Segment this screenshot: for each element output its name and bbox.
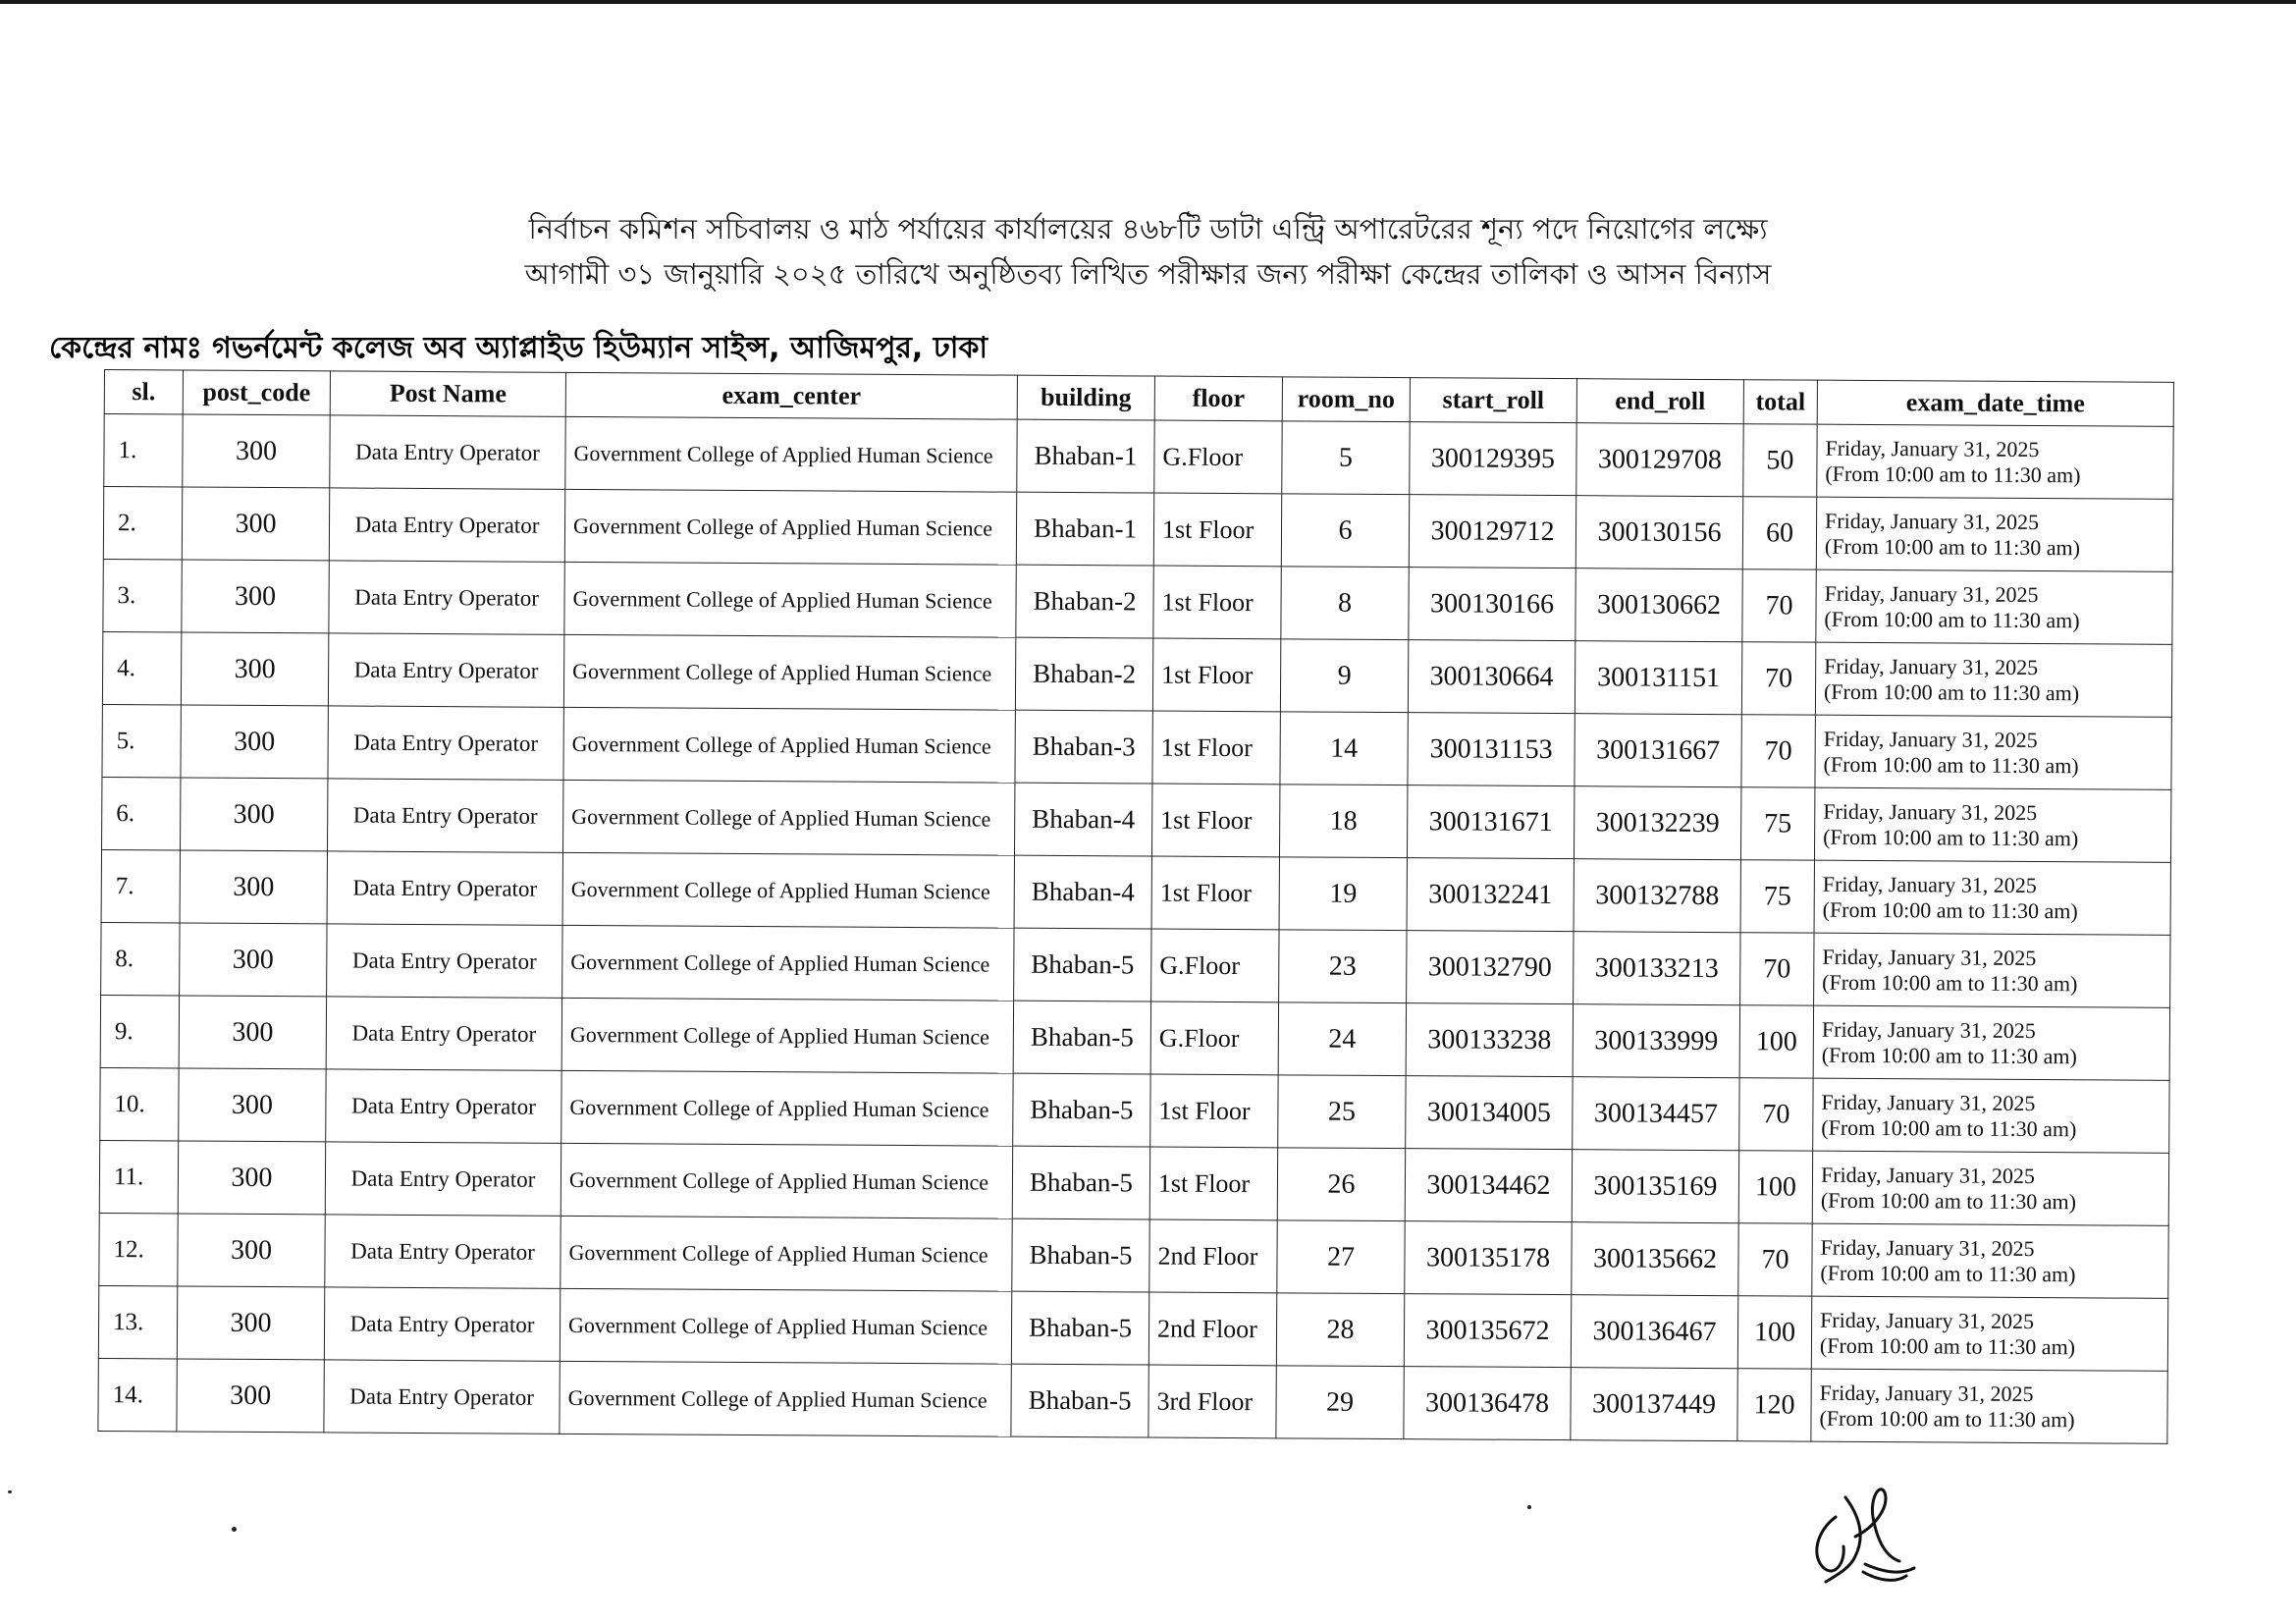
exam-date: Friday, January 31, 2025 bbox=[1821, 1089, 2036, 1115]
cell-building: Bhaban-5 bbox=[1011, 1364, 1148, 1437]
cell-post-code: 300 bbox=[181, 705, 328, 779]
scan-speck bbox=[232, 1527, 237, 1532]
table-row bbox=[98, 1285, 2167, 1371]
cell-floor: 1st Floor bbox=[1152, 711, 1280, 785]
cell-total: 100 bbox=[1738, 1151, 1812, 1223]
table-row bbox=[102, 777, 2171, 862]
cell-end-roll: 300133213 bbox=[1574, 932, 1740, 1005]
cell-room-no: 19 bbox=[1279, 857, 1407, 931]
cell-start-roll: 300136478 bbox=[1404, 1367, 1571, 1440]
table-row bbox=[98, 1358, 2167, 1443]
cell-room-no: 5 bbox=[1282, 421, 1410, 495]
column-header-post-name: Post Name bbox=[330, 371, 565, 416]
cell-room-no: 18 bbox=[1279, 785, 1407, 858]
cell-building: Bhaban-5 bbox=[1014, 928, 1151, 1001]
cell-exam-center: Government College of Applied Human Science bbox=[560, 1361, 1011, 1436]
cell-exam-date-time bbox=[1815, 715, 2171, 789]
table-row bbox=[104, 414, 2173, 500]
cell-total: 50 bbox=[1743, 424, 1817, 497]
cell-exam-date-time bbox=[1814, 860, 2170, 935]
cell-sl: 3. bbox=[103, 559, 182, 631]
table-row bbox=[102, 631, 2171, 717]
exam-time: (From 10:00 am to 11:30 am) bbox=[1824, 533, 2081, 560]
cell-post-name: Data Entry Operator bbox=[328, 633, 563, 707]
exam-date: Friday, January 31, 2025 bbox=[1819, 1380, 2034, 1406]
table-row bbox=[103, 559, 2172, 644]
cell-exam-date-time bbox=[1815, 642, 2171, 717]
cell-post-code: 300 bbox=[179, 1068, 326, 1142]
cell-total: 70 bbox=[1741, 642, 1815, 715]
cell-end-roll: 300135169 bbox=[1572, 1150, 1738, 1223]
cell-floor: 1st Floor bbox=[1151, 784, 1279, 857]
cell-sl: 6. bbox=[102, 777, 181, 849]
cell-building: Bhaban-1 bbox=[1016, 492, 1153, 566]
exam-date: Friday, January 31, 2025 bbox=[1821, 1016, 2036, 1043]
cell-end-roll: 300135662 bbox=[1572, 1222, 1738, 1296]
cell-floor: 1st Floor bbox=[1150, 1074, 1278, 1148]
exam-date: Friday, January 31, 2025 bbox=[1825, 435, 2040, 461]
cell-post-code: 300 bbox=[181, 778, 328, 851]
exam-time: (From 10:00 am to 11:30 am) bbox=[1822, 969, 2078, 996]
table-row bbox=[103, 487, 2172, 572]
cell-floor: 1st Floor bbox=[1151, 856, 1279, 930]
cell-post-name: Data Entry Operator bbox=[327, 924, 562, 998]
table-row bbox=[99, 1213, 2168, 1298]
exam-date: Friday, January 31, 2025 bbox=[1820, 1234, 2035, 1261]
cell-room-no: 28 bbox=[1276, 1293, 1404, 1367]
cell-start-roll: 300134005 bbox=[1406, 1076, 1573, 1150]
cell-exam-center: Government College of Applied Human Science bbox=[564, 489, 1016, 565]
cell-post-code: 300 bbox=[178, 1141, 325, 1215]
cell-building: Bhaban-5 bbox=[1013, 1001, 1150, 1074]
cell-total: 60 bbox=[1742, 497, 1816, 569]
cell-building: Bhaban-5 bbox=[1013, 1073, 1150, 1147]
cell-sl: 13. bbox=[98, 1285, 177, 1358]
cell-room-no: 8 bbox=[1281, 567, 1409, 640]
cell-post-code: 300 bbox=[180, 923, 327, 997]
cell-floor: G.Floor bbox=[1150, 1001, 1278, 1075]
cell-floor: 2nd Floor bbox=[1149, 1219, 1277, 1293]
cell-post-name: Data Entry Operator bbox=[329, 488, 564, 562]
cell-post-name: Data Entry Operator bbox=[324, 1287, 560, 1361]
cell-floor: 1st Floor bbox=[1152, 638, 1280, 712]
document-header bbox=[0, 206, 2296, 297]
cell-start-roll: 300130664 bbox=[1408, 640, 1575, 714]
cell-end-roll: 300134457 bbox=[1573, 1077, 1739, 1151]
column-header-sl: sl. bbox=[104, 370, 183, 414]
cell-end-roll: 300131667 bbox=[1575, 714, 1741, 787]
table-row bbox=[99, 1140, 2168, 1225]
cell-exam-date-time bbox=[1814, 787, 2170, 862]
column-header-room-no: room_no bbox=[1282, 377, 1410, 422]
cell-floor: G.Floor bbox=[1151, 929, 1279, 1002]
cell-exam-date-time bbox=[1811, 1296, 2167, 1371]
table-row bbox=[100, 995, 2169, 1080]
cell-start-roll: 300135672 bbox=[1404, 1294, 1571, 1368]
cell-building: Bhaban-5 bbox=[1012, 1218, 1149, 1292]
cell-start-roll: 300132241 bbox=[1407, 858, 1574, 932]
cell-floor: 1st Floor bbox=[1153, 566, 1281, 639]
exam-date: Friday, January 31, 2025 bbox=[1822, 944, 2037, 970]
exam-date: Friday, January 31, 2025 bbox=[1823, 726, 2038, 752]
cell-total: 70 bbox=[1742, 569, 1816, 642]
cell-building: Bhaban-4 bbox=[1014, 783, 1151, 856]
scan-speck bbox=[8, 1490, 12, 1493]
cell-exam-date-time bbox=[1811, 1369, 2167, 1443]
cell-exam-center: Government College of Applied Human Science bbox=[561, 1143, 1012, 1218]
cell-room-no: 14 bbox=[1280, 712, 1408, 785]
column-header-end-roll: end_roll bbox=[1576, 379, 1743, 424]
exam-time: (From 10:00 am to 11:30 am) bbox=[1823, 751, 2079, 778]
column-header-start-roll: start_roll bbox=[1410, 378, 1576, 423]
cell-post-name: Data Entry Operator bbox=[329, 561, 564, 634]
cell-sl: 2. bbox=[103, 487, 182, 560]
cell-total: 70 bbox=[1741, 715, 1815, 787]
exam-date: Friday, January 31, 2025 bbox=[1820, 1307, 2035, 1333]
cell-start-roll: 300130166 bbox=[1409, 568, 1575, 641]
seat-plan-table bbox=[97, 369, 2174, 1444]
cell-exam-center: Government College of Applied Human Science bbox=[563, 707, 1015, 783]
cell-total: 100 bbox=[1739, 1005, 1813, 1078]
cell-exam-center: Government College of Applied Human Science bbox=[561, 998, 1013, 1073]
cell-exam-date-time bbox=[1816, 569, 2172, 644]
cell-start-roll: 300129712 bbox=[1409, 495, 1575, 568]
cell-floor: 3rd Floor bbox=[1148, 1365, 1276, 1438]
cell-total: 100 bbox=[1737, 1296, 1811, 1369]
cell-exam-date-time bbox=[1812, 1223, 2168, 1298]
exam-time: (From 10:00 am to 11:30 am) bbox=[1819, 1405, 2075, 1432]
cell-room-no: 6 bbox=[1281, 494, 1409, 568]
cell-post-name: Data Entry Operator bbox=[328, 706, 563, 780]
exam-time: (From 10:00 am to 11:30 am) bbox=[1820, 1260, 2076, 1286]
exam-time: (From 10:00 am to 11:30 am) bbox=[1824, 606, 2080, 632]
cell-building: Bhaban-2 bbox=[1015, 637, 1152, 711]
cell-start-roll: 300134462 bbox=[1405, 1149, 1572, 1222]
cell-end-roll: 300130662 bbox=[1575, 568, 1742, 642]
cell-room-no: 24 bbox=[1278, 1002, 1406, 1076]
cell-start-roll: 300132790 bbox=[1407, 931, 1574, 1004]
cell-building: Bhaban-2 bbox=[1016, 565, 1153, 638]
cell-total: 70 bbox=[1738, 1223, 1812, 1296]
cell-building: Bhaban-4 bbox=[1014, 855, 1151, 929]
cell-exam-center: Government College of Applied Human Science bbox=[565, 416, 1017, 492]
cell-post-code: 300 bbox=[180, 850, 327, 924]
cell-sl: 8. bbox=[101, 922, 180, 995]
exam-time: (From 10:00 am to 11:30 am) bbox=[1821, 1042, 2077, 1068]
cell-room-no: 26 bbox=[1277, 1148, 1405, 1221]
exam-center-name: কেন্দ্রের নামঃ গভর্নমেন্ট কলেজ অব অ্যাপ্লাইড হিউম্যান সাইন্স, আজিমপুর, ঢাকা bbox=[49, 331, 988, 365]
cell-exam-center: Government College of Applied Human Science bbox=[563, 634, 1015, 710]
cell-exam-center: Government College of Applied Human Science bbox=[562, 925, 1014, 1001]
cell-end-roll: 300133999 bbox=[1573, 1004, 1739, 1078]
cell-end-roll: 300132239 bbox=[1574, 786, 1740, 860]
exam-date: Friday, January 31, 2025 bbox=[1820, 1162, 2036, 1188]
top-border-rule bbox=[0, 0, 2296, 4]
cell-exam-date-time bbox=[1813, 1005, 2169, 1080]
cell-total: 75 bbox=[1740, 860, 1814, 933]
cell-sl: 4. bbox=[102, 631, 181, 704]
cell-post-code: 300 bbox=[182, 487, 329, 561]
cell-exam-date-time bbox=[1816, 497, 2172, 571]
cell-building: Bhaban-5 bbox=[1011, 1291, 1148, 1365]
cell-room-no: 23 bbox=[1279, 930, 1407, 1003]
table-row bbox=[101, 849, 2170, 935]
cell-end-roll: 300136467 bbox=[1571, 1295, 1737, 1369]
cell-room-no: 29 bbox=[1276, 1366, 1404, 1439]
exam-time: (From 10:00 am to 11:30 am) bbox=[1821, 1114, 2077, 1141]
cell-exam-center: Government College of Applied Human Science bbox=[561, 1216, 1012, 1291]
cell-exam-center: Government College of Applied Human Science bbox=[564, 562, 1016, 637]
cell-post-name: Data Entry Operator bbox=[328, 779, 563, 852]
signature-mark bbox=[1806, 1478, 1924, 1586]
cell-total: 70 bbox=[1739, 1078, 1813, 1151]
cell-exam-date-time bbox=[1814, 933, 2170, 1007]
cell-post-code: 300 bbox=[183, 414, 330, 488]
cell-post-code: 300 bbox=[178, 1214, 325, 1287]
scan-speck bbox=[1527, 1505, 1531, 1509]
cell-exam-center: Government College of Applied Human Science bbox=[561, 1070, 1013, 1146]
header-line-2: আগামী ৩১ জানুয়ারি ২০২৫ তারিখে অনুষ্ঠিতব্য লিখিত পরীক্ষার জন্য পরীক্ষা কেন্দ্রের তালিকা ও আসন বিন্যাস bbox=[524, 257, 1772, 291]
cell-end-roll: 300129708 bbox=[1576, 423, 1743, 497]
cell-exam-center: Government College of Applied Human Science bbox=[563, 780, 1015, 855]
cell-floor: 1st Floor bbox=[1153, 493, 1281, 567]
cell-sl: 5. bbox=[102, 704, 181, 777]
cell-floor: G.Floor bbox=[1154, 420, 1282, 494]
cell-exam-date-time bbox=[1813, 1078, 2169, 1153]
exam-time: (From 10:00 am to 11:30 am) bbox=[1819, 1332, 2076, 1359]
cell-total: 75 bbox=[1740, 787, 1814, 860]
cell-post-code: 300 bbox=[179, 996, 326, 1069]
cell-start-roll: 300131671 bbox=[1407, 785, 1574, 859]
cell-room-no: 27 bbox=[1277, 1220, 1405, 1294]
column-header-floor: floor bbox=[1154, 376, 1282, 421]
cell-sl: 12. bbox=[99, 1213, 178, 1285]
exam-time: (From 10:00 am to 11:30 am) bbox=[1823, 824, 2079, 850]
cell-post-name: Data Entry Operator bbox=[326, 1069, 561, 1143]
cell-start-roll: 300133238 bbox=[1406, 1003, 1573, 1077]
table-body bbox=[98, 414, 2173, 1444]
column-header-post-code: post_code bbox=[183, 370, 330, 415]
exam-date: Friday, January 31, 2025 bbox=[1825, 508, 2040, 534]
cell-sl: 10. bbox=[100, 1067, 179, 1140]
cell-end-roll: 300137449 bbox=[1571, 1368, 1737, 1441]
cell-exam-center: Government College of Applied Human Science bbox=[560, 1288, 1011, 1364]
cell-building: Bhaban-1 bbox=[1017, 419, 1154, 493]
column-header-exam-date-time: exam_date_time bbox=[1817, 380, 2173, 426]
cell-post-name: Data Entry Operator bbox=[327, 851, 562, 925]
cell-post-code: 300 bbox=[177, 1359, 324, 1433]
exam-time: (From 10:00 am to 11:30 am) bbox=[1823, 678, 2080, 705]
cell-start-roll: 300129395 bbox=[1410, 422, 1576, 496]
cell-building: Bhaban-3 bbox=[1015, 710, 1152, 784]
cell-post-name: Data Entry Operator bbox=[330, 415, 565, 489]
cell-total: 120 bbox=[1737, 1369, 1811, 1441]
cell-exam-date-time bbox=[1812, 1151, 2168, 1225]
header-line-1: নির্বাচন কমিশন সচিবালয় ও মাঠ পর্যায়ের কার্যালয়ের ৪৬৮টি ডাটা এন্ট্রি অপারেটরের শূন্য পদে নিয়োগের লক্ষ্যে bbox=[528, 212, 1768, 245]
cell-building: Bhaban-5 bbox=[1012, 1146, 1149, 1219]
cell-post-name: Data Entry Operator bbox=[326, 997, 561, 1070]
column-header-exam-center: exam_center bbox=[565, 372, 1017, 419]
cell-end-roll: 300130156 bbox=[1575, 496, 1742, 569]
cell-start-roll: 300135178 bbox=[1405, 1221, 1572, 1295]
exam-date: Friday, January 31, 2025 bbox=[1824, 653, 2039, 679]
exam-time: (From 10:00 am to 11:30 am) bbox=[1820, 1187, 2077, 1214]
cell-exam-date-time bbox=[1817, 424, 2173, 499]
cell-room-no: 25 bbox=[1278, 1075, 1406, 1149]
cell-post-code: 300 bbox=[181, 632, 328, 706]
table-row bbox=[102, 704, 2171, 789]
cell-sl: 11. bbox=[99, 1140, 178, 1213]
column-header-building: building bbox=[1017, 375, 1154, 420]
cell-sl: 9. bbox=[100, 995, 179, 1067]
exam-date: Friday, January 31, 2025 bbox=[1822, 871, 2037, 897]
exam-date: Friday, January 31, 2025 bbox=[1824, 580, 2039, 607]
column-header-total: total bbox=[1743, 380, 1817, 424]
cell-post-name: Data Entry Operator bbox=[325, 1215, 561, 1288]
exam-date: Friday, January 31, 2025 bbox=[1823, 798, 2038, 825]
table-row bbox=[101, 922, 2170, 1007]
cell-exam-center: Government College of Applied Human Science bbox=[562, 852, 1014, 928]
table-row bbox=[100, 1067, 2169, 1153]
cell-sl: 1. bbox=[104, 414, 183, 487]
cell-floor: 2nd Floor bbox=[1148, 1292, 1276, 1366]
cell-floor: 1st Floor bbox=[1149, 1147, 1277, 1220]
cell-post-code: 300 bbox=[182, 560, 329, 633]
cell-end-roll: 300131151 bbox=[1575, 641, 1741, 715]
cell-start-roll: 300131153 bbox=[1408, 713, 1575, 786]
cell-post-name: Data Entry Operator bbox=[325, 1142, 561, 1216]
cell-post-code: 300 bbox=[177, 1286, 324, 1360]
cell-sl: 14. bbox=[98, 1358, 177, 1431]
exam-time: (From 10:00 am to 11:30 am) bbox=[1825, 460, 2081, 487]
cell-post-name: Data Entry Operator bbox=[324, 1360, 560, 1434]
cell-room-no: 9 bbox=[1280, 639, 1408, 713]
exam-time: (From 10:00 am to 11:30 am) bbox=[1822, 896, 2078, 923]
cell-total: 70 bbox=[1740, 933, 1814, 1005]
cell-end-roll: 300132788 bbox=[1574, 859, 1740, 933]
cell-sl: 7. bbox=[101, 849, 180, 922]
